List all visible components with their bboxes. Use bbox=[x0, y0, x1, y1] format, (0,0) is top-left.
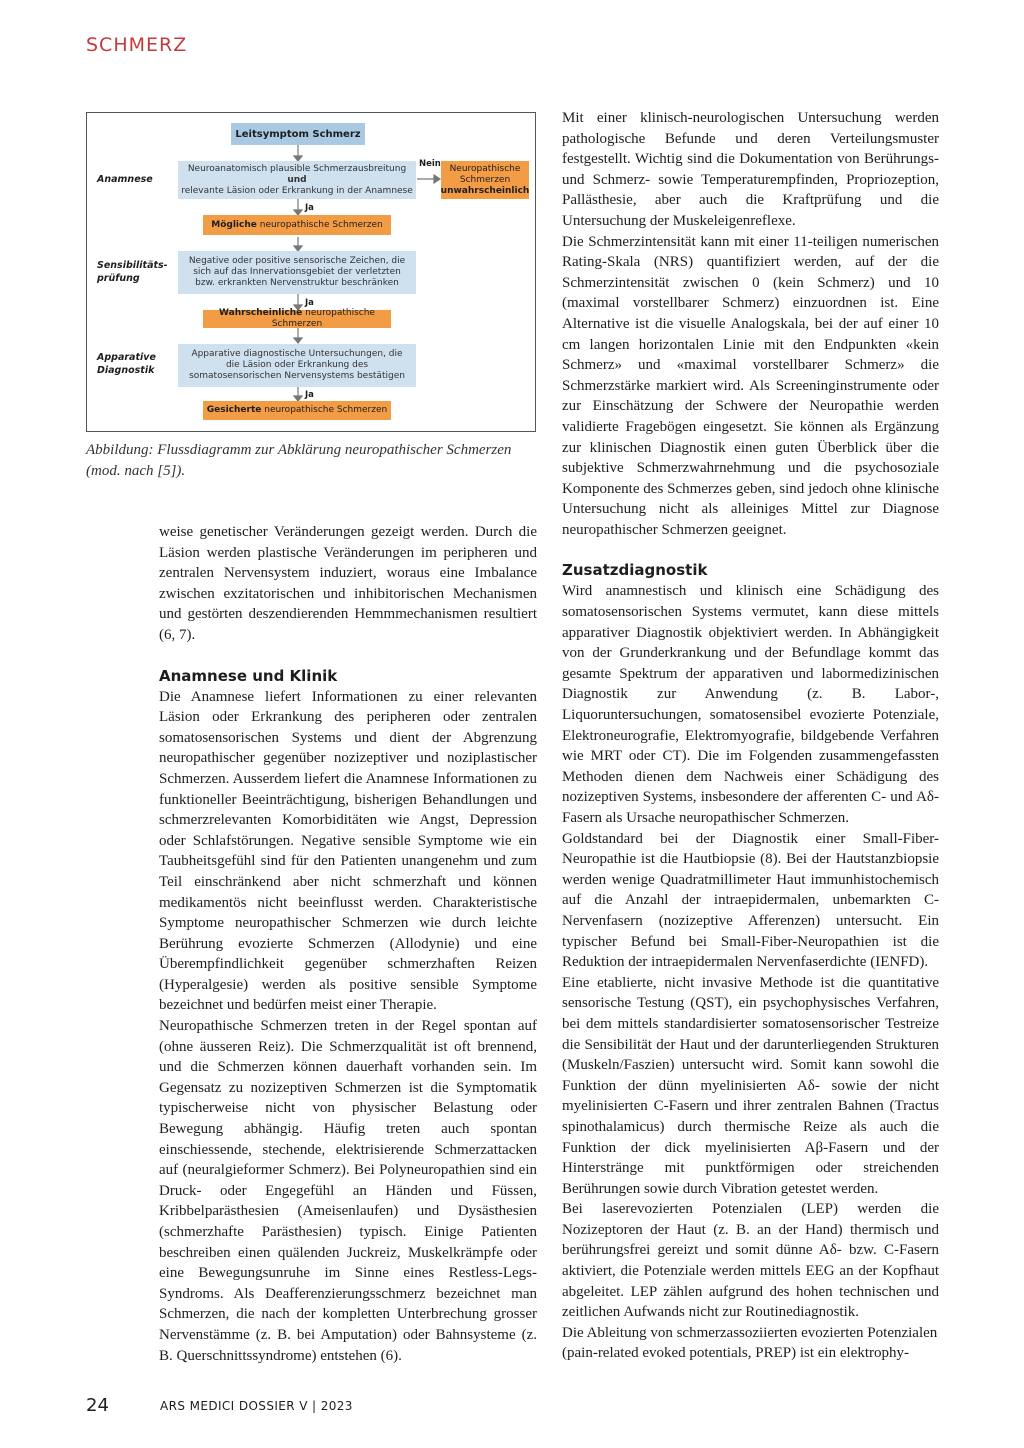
right-column bbox=[562, 108, 939, 1364]
figure-caption: Abbildung: Flussdiagramm zur Abklärung neuropathischer Schmerzen (mod. nach [5]). bbox=[86, 442, 512, 479]
heading-anamnese: Anamnese und Klinik bbox=[159, 666, 338, 685]
right-paragraph-3: Wird anamnestisch und klinisch eine Schädigung des somatosensorischen Systems vermutet, kann diese mittels apparativer Diagnostik objektiviert werden. In Abhängigkeit von der Grunderkrankung und der Befundlage kommt das gesamte Spektrum der apparativen und labormedizinischen Diagnostik zur Anwendung (z. B. Labor-, Liquoruntersuchungen, somatosensibel evozierte Potenziale, Elektroneurografie, Elektromyografie, bildgebende Verfahren wie MRT oder CT). Die im Folgenden zusammengefassten Methoden dienen dem Nachweis einer Schädigung des nozizeptiven Systems, insbesondere der afferenten C- und Aδ-Fasern als Ursache neuropathischer Schmerzen. bbox=[562, 583, 939, 826]
right-paragraph-4: Goldstandard bei der Diagnostik einer Small-Fiber-Neuropathie ist die Hautbiopsie (8). Bei der Hautstanzbiopsie werden wenige Quadratmillimeter Haut immunhistochemisch auf die Anzahl der intraepidermalen, unbemarkten C-Nervenfasern (nozizeptive Afferenzen) untersucht. Ein typischer Befund bei Small-Fiber-Neuropathien ist die Reduktion der intraepidermalen Nervenfaserdichte (IENFD). bbox=[562, 830, 939, 971]
page-number: 24 bbox=[86, 1395, 109, 1416]
wahrscheinliche-rest: neuropathische Schmerzen bbox=[271, 308, 375, 329]
wahrscheinliche-text bbox=[203, 308, 391, 330]
section-label: SCHMERZ bbox=[86, 34, 188, 56]
unwahrscheinlich-box bbox=[441, 161, 529, 199]
side-line-3: unwahrscheinlich bbox=[440, 185, 530, 196]
gesicherte-bold: Gesicherte bbox=[206, 405, 262, 415]
left-column bbox=[159, 522, 537, 1366]
apparative-box: Apparative diagnostische Untersuchungen, die die Läsion oder Erkrankung des somatosensorischen Nervensystems bestätigen bbox=[178, 344, 416, 387]
moegliche-rest: neuropathische Schmerzen bbox=[256, 219, 383, 230]
moegliche-box bbox=[203, 215, 391, 235]
leitsymptom-box: Leitsymptom Schmerz bbox=[231, 123, 365, 145]
side-line-2: Schmerzen bbox=[459, 174, 511, 185]
row-label-apparative: Apparative Diagnostik bbox=[97, 352, 156, 376]
left-paragraph-0: weise genetischer Veränderungen gezeigt werden. Durch die Läsion werden plastische Veränderungen im peripheren und zentralen Nervensystem induziert, woraus eine Imbalance zwischen exzitatorischen und inhibitorischen Mechanismen und gestörten deszendierenden Hemmmechanismen resultiert (6, 7). bbox=[159, 524, 537, 643]
right-paragraph-6: Bei laserevozierten Potenzialen (LEP) werden die Nozizeptoren der Haut (z. B. an der Hand) thermisch und berührungsfrei gereizt und somit dünne Aδ- bzw. C-Fasern aktiviert, die Potenziale werden mittels EEG an der Kopfhaut abgeleitet. LEP zählen aufgrund des hohen technischen und zeitlichen Aufwands nicht zur Routinediagnostik. bbox=[562, 1201, 939, 1321]
anamnese-line-3: relevante Läsion oder Erkrankung in der Anamnese bbox=[181, 185, 413, 196]
right-paragraph-1: Mit einer klinisch-neurologischen Untersuchung werden pathologische Befunde und deren Verteilungsmuster festgestellt. Wichtig sind die Dokumentation von Berührungs- und Schmerz- sowie Temperaturempfinden, Propriozeption, Pallästhesie, aber auch die Kraftprüfung und die Untersuchung der Muskeleigenreflexe. bbox=[562, 110, 939, 229]
row-label-anamnese: Anamnese bbox=[97, 174, 153, 185]
side-line-1: Neuropathische bbox=[449, 163, 521, 174]
moegliche-text bbox=[211, 220, 382, 231]
moegliche-bold: Mögliche bbox=[211, 219, 257, 230]
anamnese-line-1: Neuroanatomisch plausible Schmerzausbreitung bbox=[187, 163, 407, 174]
gesicherte-text bbox=[207, 405, 387, 416]
ja-label-1: Ja bbox=[305, 203, 314, 213]
anamnese-line-2: und bbox=[287, 174, 307, 185]
right-paragraph-7: Die Ableitung von schmerzassoziierten evozierten Potenzialen (pain-related evoked potentials, PREP) ist ein elektrophy- bbox=[562, 1324, 938, 1362]
flowchart-figure bbox=[86, 112, 536, 432]
wahrscheinliche-box bbox=[203, 310, 391, 328]
left-paragraph-2: Neuropathische Schmerzen treten in der Regel spontan auf (ohne äusseren Reiz). Die Schmerzqualität ist oft brennend, und die Schmerzen können dauerhaft vorhanden sein. Im Gegensatz zu nozizeptiven Schmerzen ist die Symptomatik typischerweise nicht von physischer Belastung oder Bewegung abhängig. Häufig treten auch spontan einschiessende, stechende, elektrisierende Schmerzattacken auf (neuralgieformer Schmerz). Bei Polyneuropathien sind ein Druck- oder Engegefühl an Händen und Füssen, Kribbelparästhesien (Ameisenlaufen) und Dysästhesien (schmerzhafte Parästhesien) typisch. Einige Patienten beschreiben einen quälenden Juckreiz, Muskelkrämpfe oder eine Bewegungsunruhe im Sinne eines Restless-Legs-Syndroms. Als Deafferenzierungsschmerz bezeichnet man Schmerzen, die nach der kompletten Unterbrechung grosser Nervenstämme (z. B. bei Amputation) oder Bahnsysteme (z. B. Querschnittssyndrome) entstehen (6). bbox=[159, 1018, 537, 1364]
gesicherte-rest: neuropathische Schmerzen bbox=[261, 405, 388, 415]
gesicherte-box bbox=[203, 401, 391, 420]
right-paragraph-2: Die Schmerzintensität kann mit einer 11-teiligen numerischen Rating-Skala (NRS) quantifiziert werden, auf der die Schmerzintensität zwischen 0 (kein Schmerz) und 10 (maximal vorstellbarer Schmerz) einzuordnen ist. Eine Alternative ist die visuelle Analogskala, bei der auf einer 10 cm langen horizontalen Linie mit den Endpunkten «kein Schmerz» und «maximal vorstellbarer Schmerz» die Schmerzstärke markiert wird. Als Screeninginstrumente oder zur Einschätzung der Schwere der Neuropathie werden validierte Fragebögen eingesetzt. Sie können als Ergänzung zur klinischen Diagnostik einen guten Überblick über die subjektive Schmerzwahrnehmung und die psychosoziale Komponente des Schmerzes geben, sind jedoch ohne klinische Untersuchung nicht als alleiniges Mittel zur Diagnose neuropathischer Schmerzen geeignet. bbox=[562, 233, 939, 538]
row-label-sensibilitaet: Sensibilitäts- prüfung bbox=[97, 260, 168, 284]
heading-zusatzdiagnostik: Zusatzdiagnostik bbox=[562, 561, 708, 580]
nein-label: Nein bbox=[419, 159, 441, 169]
journal-name: ARS MEDICI DOSSIER V | 2023 bbox=[160, 1399, 353, 1413]
left-paragraph-1: Die Anamnese liefert Informationen zu einer relevanten Läsion oder Erkrankung des peripheren oder zentralen somatosensorischen Systems und dient der Abgrenzung neuropathischer gegenüber nozizeptiver und noziplastischer Schmerzen. Ausserdem liefert die Anamnese Informationen zu funktioneller Beeinträchtigung, bisherigen Behandlungen und schmerzrelevanten Komorbiditäten wie Angst, Depression oder Schlafstörungen. Negative sensible Symptome wie ein Taubheitsgefühl sind für den Patienten unangenehm und zum Teil einschränkend aber nicht schmerzhaft und können medikamentös nicht beeinflusst werden. Charakteristische Symptome neuropathischer Schmerzen wie durch leichte Berührung evozierte Schmerzen (Allodynie) und eine Überempfindlichkeit gegenüber schmerzhaften Reizen (Hyperalgesie) werden als positive sensible Symptome bezeichnet und bedürfen meist einer Therapie. bbox=[159, 688, 537, 1014]
wahrscheinliche-bold: Wahrscheinliche bbox=[219, 308, 303, 318]
right-paragraph-5: Eine etablierte, nicht invasive Methode ist die quantitative sensorische Testung (QST), ein psychophysisches Verfahren, bei dem mittels standardisierter somatosensorischer Testreize die Sensibilität der Haut und der darunterliegenden Strukturen (Muskeln/Faszien) untersucht wird. Somit kann sowohl die Funktion der dünn myelinisierten Aδ- sowie der nicht myelinisierten C-Fasern und ihrer zentralen Bahnen (Tractus spinothalamicus) durch thermische Reize als auch die Funktion der dick myelinisierten Aβ-Fasern und der Hinterstränge mit punktförmigen oder streichenden Berührungen sowie durch Vibration getestet werden. bbox=[562, 974, 939, 1197]
anamnese-box bbox=[178, 161, 416, 199]
sensibilitaet-box: Negative oder positive sensorische Zeichen, die sich auf das Innervationsgebiet der verletzten bzw. erkrankten Nervenstruktur beschränken bbox=[178, 251, 416, 294]
ja-label-2: Ja bbox=[305, 298, 314, 308]
ja-label-3: Ja bbox=[305, 390, 314, 400]
